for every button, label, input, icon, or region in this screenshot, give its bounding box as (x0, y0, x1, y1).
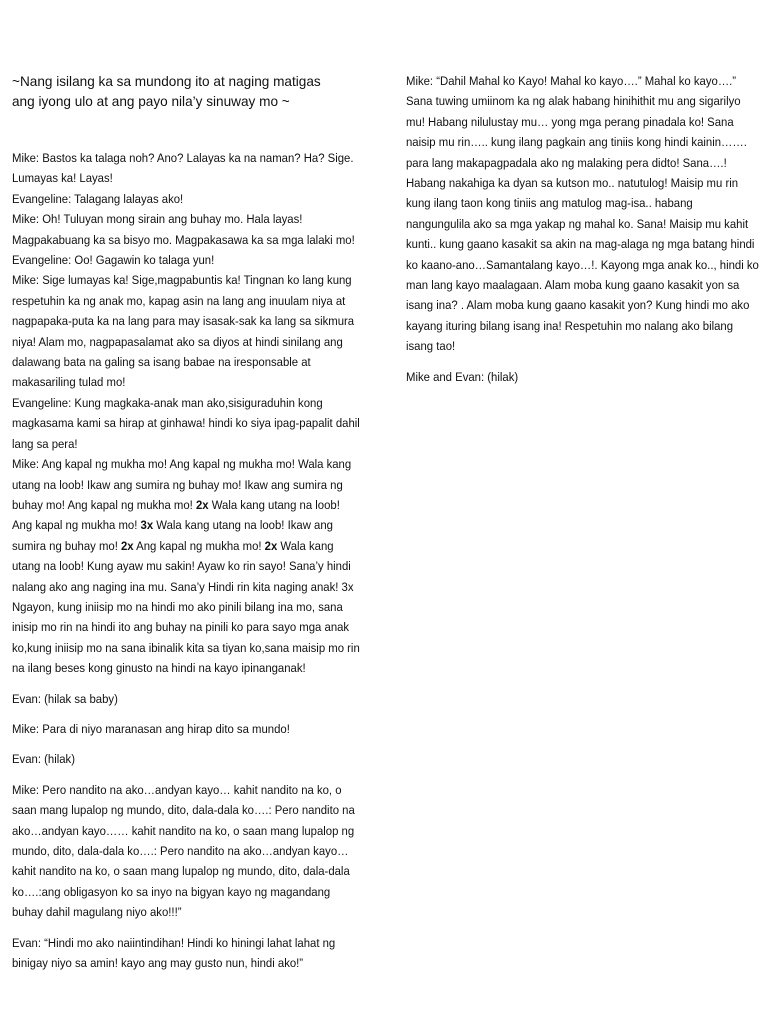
dialogue-line-repetition (12, 454, 362, 678)
dialogue-line: Mike: Oh! Tuluyan mong sirain ang buhay mo. Hala layas! Magpakabuang ka sa bisyo mo. Magpakasawa ka sa mga lalaki mo! (12, 212, 355, 247)
repeat-marker: 3x (140, 518, 154, 533)
dialogue-text: Wala kang utang na loob! Ikaw ang sumira ng buhay mo! (12, 518, 333, 553)
dialogue-text: Mike: Ang kapal ng mukha mo! Ang kapal ng mukha mo! Wala kang utang na loob! Ikaw ang sumira ng buhay mo! Ikaw ang sumira ng buhay mo! Ang kapal ng mukha mo! (12, 457, 352, 512)
left-column (12, 148, 362, 973)
dialogue-text: Wala kang utang na loob! Ang kapal ng mukha mo! (12, 497, 340, 533)
right-column (406, 71, 758, 387)
dialogue-line: Mike: Pero nandito na ako…andyan kayo… kahit nandito na ko, o saan mang lupalop ng mundo, dito, dala-dala ko….: Pero nandito na ako…andyan kayo…… kahit nandito na ko, o saan mang lupalop ng mundo, dito, dala-dala ko….: Pero nandito na ako…andyan kayo… kahit nandito na ko, o saan mang lupalop ng mundo, dito, dala-dala ko….:ang obligasyon ko sa inyo na bigyan kayo ng magandang buhay dahil magulang niyo ako!!!” (12, 782, 355, 920)
title-line-1: ~Nang isilang ka sa mundong ito at naging matigas (12, 74, 321, 89)
dialogue-line: Evangeline: Kung magkaka-anak man ako,sisiguraduhin kong magkasama kami sa hirap at ginhawa! hindi ko siya ipag-papalit dahil lang sa pera! (12, 395, 360, 451)
dialogue-line: Evan: “Hindi mo ako naiintindihan! Hindi ko hiningi lahat lahat ng binigay niyo sa amin! kayo ang may gusto nun, hindi ako!” (12, 935, 336, 971)
dialogue-line: Mike: “Dahil Mahal ko Kayo! Mahal ko kayo….” Mahal ko kayo….” Sana tuwing umiinom ka ng alak habang hinihithit mu ang sigarilyo mu! Habang nilulustay mu… yong mga perang pinadala ko! Sana naisip mu rin….. kung ilang pagkain ang tiniis kong hindi kainin……. para lang makapagpadala ako ng malaking pera didto! Sana….! Habang nakahiga ka dyan sa kutson mo.. natutulog! Maisip mu rin kung ilang taon kong tiniis ang matulog mag-isa.. habang nangungulila ako sa mga yakap ng mahal ko. Sana! Maisip mu kahit kunti.. kung gaano kasakit sa akin na mag-alaga ng mga batang hindi ko kaano-ano…Samantalang kayo…!. Kayong mga anak ko.., hindi ko man lang kayo maalagaan. Alam moba kung gaano kasakit yon sa isang ina? . Alam moba kung gaano kasakit yon? Kung hindi mo ako kayang ituring bilang isang ina! Respetuhin mo nalang ako bilang isang tao! (406, 74, 759, 354)
dialogue-text: Ang kapal ng mukha mo! (133, 538, 265, 553)
repeat-marker: 2x (264, 538, 278, 553)
document-title (12, 72, 372, 112)
repeat-marker: 2x (195, 497, 209, 512)
dialogue-line: Mike: Para di niyo maranasan ang hirap dito sa mundo! (12, 721, 290, 736)
dialogue-line: Evan: (hilak sa baby) (12, 691, 118, 706)
title-line-2: ang iyong ulo at ang payo nila’y sinuway mo ~ (12, 94, 290, 109)
dialogue-text: Wala kang utang na loob! Kung ayaw mu sakin! Ayaw ko rin sayo! Sana’y hindi nalang ako ang naging ina mu. Sana’y Hindi rin kita naging anak! 3x Ngayon, kung iniisip mo na hindi mo ako pinili bilang ina mo, sana inisip mo rin na hindi ito ang buhay na pinili ko para sayo mga anak ko,kung iniisip mo na sana ibinalik kita sa tiyan ko,sana maisip mo rin na ilang beses kong ginusto na hindi na kayo ipinanganak! (12, 538, 360, 676)
repeat-marker: 2x (120, 538, 134, 553)
dialogue-line: Mike: Sige lumayas ka! Sige,magpabuntis ka! Tingnan ko lang kung respetuhin ka ng anak mo, kapag asin na lang ang inuulam niya at nagpapaka-puta ka na lang para may isasak-sak ka lang sa sikmura niya! Alam mo, nagpapasalamat ako sa diyos at hindi sinilang ang dalawang bata na galing sa isang babae na iresponsable at makasariling tulad mo! (12, 273, 355, 390)
dialogue-line: Evangeline: Oo! Gagawin ko talaga yun! (12, 253, 215, 268)
dialogue-line: Evan: (hilak) (12, 752, 75, 767)
dialogue-line: Mike and Evan: (hilak) (406, 369, 519, 384)
dialogue-line: Mike: Bastos ka talaga noh? Ano? Lalayas ka na naman? Ha? Sige. Lumayas ka! Layas! (12, 151, 354, 186)
dialogue-line: Evangeline: Talagang lalayas ako! (12, 191, 184, 206)
